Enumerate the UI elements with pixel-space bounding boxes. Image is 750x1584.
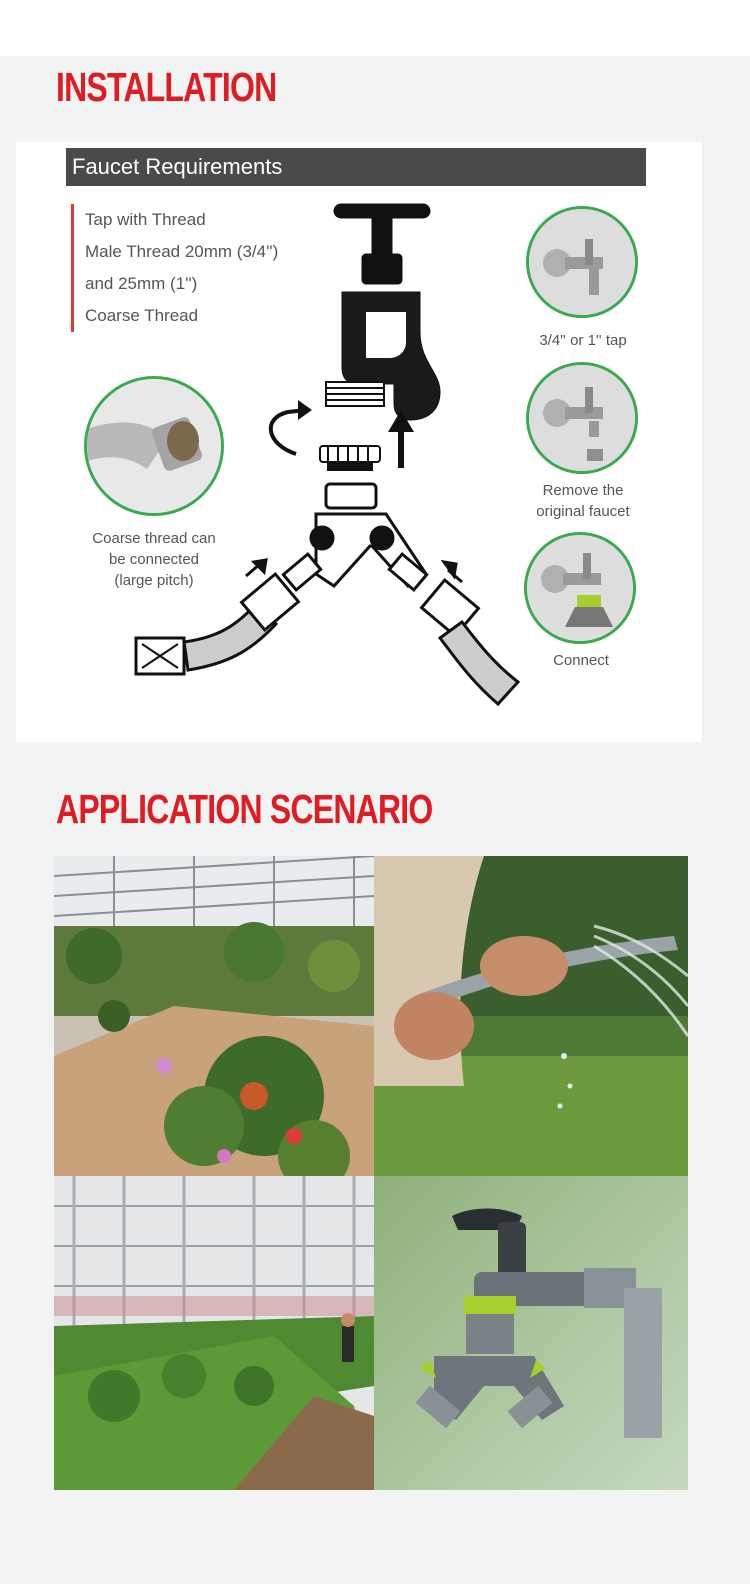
- hand-watering-hose-photo: [374, 856, 688, 1176]
- faucet-illustration: [326, 204, 440, 420]
- rotate-arrow-icon: [271, 400, 312, 454]
- y-splitter-illustration: [283, 484, 426, 590]
- coarse-thread-caption: Coarse thread can be connected (large pitch): [92, 530, 216, 589]
- vegetable-greenhouse-photo: [54, 1176, 374, 1490]
- step-remove-faucet-photo: [526, 362, 638, 474]
- installation-heading: INSTALLATION: [56, 64, 277, 110]
- installation-panel: [16, 142, 702, 742]
- adapter-nut-illustration: [320, 446, 380, 470]
- step-connect-photo: [524, 532, 636, 644]
- application-scenario-heading: APPLICATION SCENARIO: [56, 786, 433, 832]
- requirement-item: Coarse Thread: [85, 306, 199, 325]
- coarse-thread-closeup: [84, 376, 224, 516]
- greenhouse-garden-center-photo: [54, 856, 374, 1176]
- two-way-splitter-on-faucet-photo: [374, 1176, 688, 1490]
- requirement-item: and 25mm (1''): [85, 274, 198, 293]
- step-tap-caption: 3/4'' or 1'' tap: [539, 332, 627, 349]
- requirement-item: Male Thread 20mm (3/4''): [85, 242, 279, 261]
- step-connect-caption: Connect: [553, 652, 609, 669]
- top-white-band: [0, 0, 750, 56]
- requirement-item: Tap with Thread: [85, 210, 206, 229]
- right-hose-illustration: [422, 562, 518, 704]
- faucet-requirements-title: Faucet Requirements: [66, 148, 646, 186]
- step-tap-photo: [526, 206, 638, 318]
- step-remove-caption: Remove the original faucet: [536, 482, 630, 520]
